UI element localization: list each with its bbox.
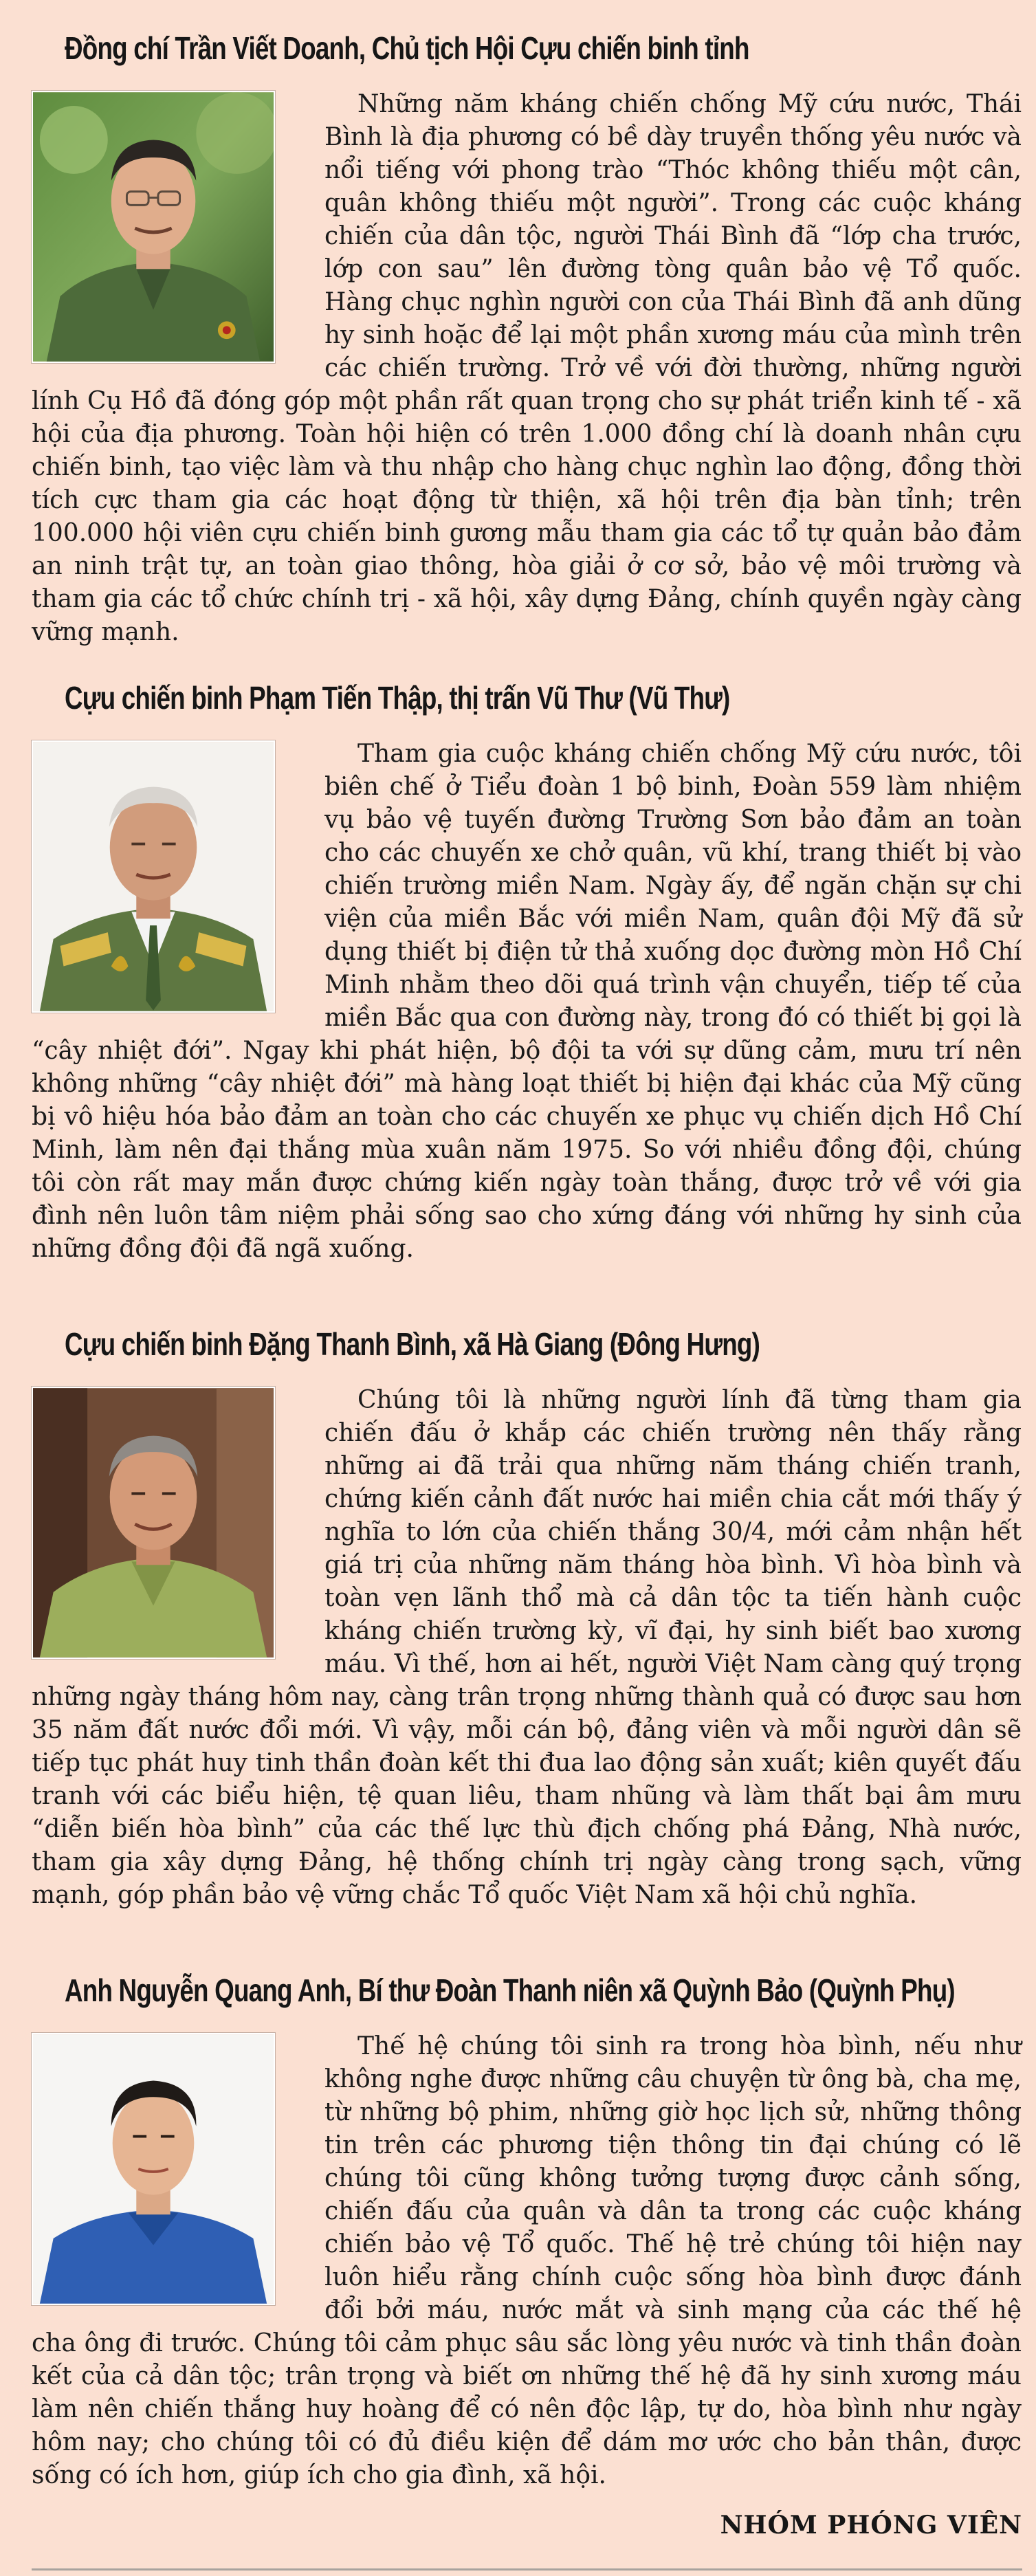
section-heading: Cựu chiến binh Đặng Thanh Bình, xã Hà Giang (Đông Hưng) bbox=[65, 1326, 760, 1362]
interview-section-binh bbox=[32, 1323, 1022, 1912]
section-heading: Đồng chí Trần Viết Doanh, Chủ tịch Hội Cựu chiến binh tỉnh bbox=[65, 30, 749, 66]
section-text: Tham gia cuộc kháng chiến chống Mỹ cứu nước, tôi biên chế ở Tiểu đoàn 1 bộ binh, Đoàn 559 làm nhiệm vụ bảo vệ tuyến đường Trường Sơn bảo đảm an toàn cho các chuyến xe chở quân, vũ khí, trang thiết bị vào chiến trường miền Nam. Ngày ấy, để ngăn chặn sự chi viện của miền Bắc với miền Nam, quân đội Mỹ đã sử dụng thiết bị điện tử thả xuống dọc đường mòn Hồ Chí Minh nhằm theo dõi quá trình vận chuyển, tiếp tế của miền Bắc qua con đường này, trong đó có thiết bị gọi là “cây nhiệt đới”. Ngay khi phát hiện, bộ đội ta với sự dũng cảm, mưu trí nên không những “cây nhiệt đới” mà hàng loạt thiết bị hiện đại khác của Mỹ cũng bị vô hiệu hóa bảo đảm an toàn cho các chuyến xe phục vụ chiến dịch Hồ Chí Minh, làm nên đại thắng mùa xuân năm 1975. So với nhiều đồng đội, chúng tôi còn rất may mắn được chứng kiến ngày toàn thắng, được trở về với gia đình nên luôn tâm niệm phải sống sao cho xứng đáng với những hy sinh của những đồng đội đã ngã xuống. bbox=[32, 740, 1022, 1263]
byline: NHÓM PHÓNG VIÊN bbox=[720, 2511, 1022, 2540]
section-text: Chúng tôi là những người lính đã từng tham gia chiến đấu ở khắp các chiến trường nên thấy rằng những ai đã trải qua những năm tháng chiến tranh, chứng kiến cảnh đất nước hai miền chia cắt mới thấy ý nghĩa to lớn của chiến thắng 30/4, mới cảm nhận hết giá trị của những năm tháng hòa bình. Vì hòa bình và toàn vẹn lãnh thổ mà cả dân tộc ta tiến hành cuộc kháng chiến trường kỳ, vĩ đại, hy sinh biết bao xương máu. Vì thế, hơn ai hết, người Việt Nam càng quý trọng những ngày tháng hôm nay, càng trân trọng những thành quả có được sau hơn 35 năm đất nước đổi mới. Vì vậy, mỗi cán bộ, đảng viên và mỗi người dân sẽ tiếp tục phát huy tinh thần đoàn kết thi đua lao động sản xuất; kiên quyết đấu tranh với các biểu hiện, tệ quan liêu, tham nhũng và làm thất bại âm mưu “diễn biến hòa bình” của các thế lực thù địch chống phá Đảng, Nhà nước, tham gia xây dựng Đảng, hệ thống chính trị ngày càng trong sạch, vững mạnh, góp phần bảo vệ vững chắc Tổ quốc Việt Nam xã hội chủ nghĩa. bbox=[32, 1386, 1022, 1909]
section-body bbox=[32, 738, 1022, 1266]
section-heading: Anh Nguyễn Quang Anh, Bí thư Đoàn Thanh niên xã Quỳnh Bảo (Quỳnh Phụ) bbox=[65, 1972, 955, 2008]
portrait-photo-thap bbox=[32, 740, 275, 1013]
interview-section-quang-anh bbox=[32, 1970, 1022, 2492]
bottom-divider bbox=[32, 2568, 1022, 2571]
portrait-thap-image bbox=[33, 742, 274, 1011]
portrait-doanh-image bbox=[33, 92, 274, 362]
section-text: Thế hệ chúng tôi sinh ra trong hòa bình, nếu như không nghe được những câu chuyện từ ông bà, cha mẹ, từ những bộ phim, những giờ học lịch sử, những thông tin trên các phương tiện thông tin đại chúng có lẽ chúng tôi cũng không tưởng tượng được cảnh sống, chiến đấu của quân và dân ta trong các cuộc kháng chiến bảo vệ Tổ quốc. Thế hệ trẻ chúng tôi hiện nay luôn hiểu rằng chính cuộc sống hòa bình được đánh đổi bởi máu, nước mắt và sinh mạng của các thế hệ cha ông đi trước. Chúng tôi cảm phục sâu sắc lòng yêu nước và tinh thần đoàn kết của cả dân tộc; trân trọng và biết ơn những thế hệ đã hy sinh xương máu làm nên chiến thắng huy hoàng để có nên độc lập, tự do, hòa bình như ngày hôm nay; cho chúng tôi có đủ điều kiện để dám mơ ước cho bản thân, được sống có ích hơn, giúp ích cho gia đình, xã hội. bbox=[32, 2032, 1022, 2489]
section-text: Những năm kháng chiến chống Mỹ cứu nước, Thái Bình là địa phương có bề dày truyền thống yêu nước và nổi tiếng với phong trào “Thóc không thiếu một cân, quân không thiếu một người”. Trong các cuộc kháng chiến của dân tộc, người Thái Bình đã “lớp cha trước, lớp con sau” lên đường tòng quân bảo vệ Tổ quốc. Hàng chục nghìn người con của Thái Bình đã anh dũng hy sinh hoặc để lại một phần xương máu của mình trên các chiến trường. Trở về với đời thường, những người lính Cụ Hồ đã đóng góp một phần rất quan trọng cho sự phát triển kinh tế - xã hội của địa phương. Toàn hội hiện có trên 1.000 đồng chí là doanh nhân cựu chiến binh, tạo việc làm và thu nhập cho hàng chục nghìn lao động, đồng thời tích cực tham gia các hoạt động từ thiện, xã hội trên địa bàn tỉnh; trên 100.000 hội viên cựu chiến binh gương mẫu tham gia các tổ tự quản bảo đảm an ninh trật tự, an toàn giao thông, hòa giải ở cơ sở, bảo vệ môi trường và tham gia các tổ chức chính trị - xã hội, xây dựng Đảng, chính quyền ngày càng vững mạnh. bbox=[32, 90, 1022, 646]
interview-section-doanh bbox=[32, 27, 1022, 649]
section-body bbox=[32, 1384, 1022, 1912]
portrait-binh-image bbox=[33, 1388, 274, 1658]
portrait-photo-doanh bbox=[32, 91, 275, 363]
section-body bbox=[32, 88, 1022, 649]
section-heading: Cựu chiến binh Phạm Tiến Thập, thị trấn Vũ Thư (Vũ Thư) bbox=[65, 680, 730, 716]
interview-section-thap bbox=[32, 677, 1022, 1266]
section-body bbox=[32, 2030, 1022, 2492]
portrait-photo-binh bbox=[32, 1387, 275, 1659]
portrait-quang-anh-image bbox=[33, 2034, 274, 2304]
portrait-photo-quang-anh bbox=[32, 2033, 275, 2305]
